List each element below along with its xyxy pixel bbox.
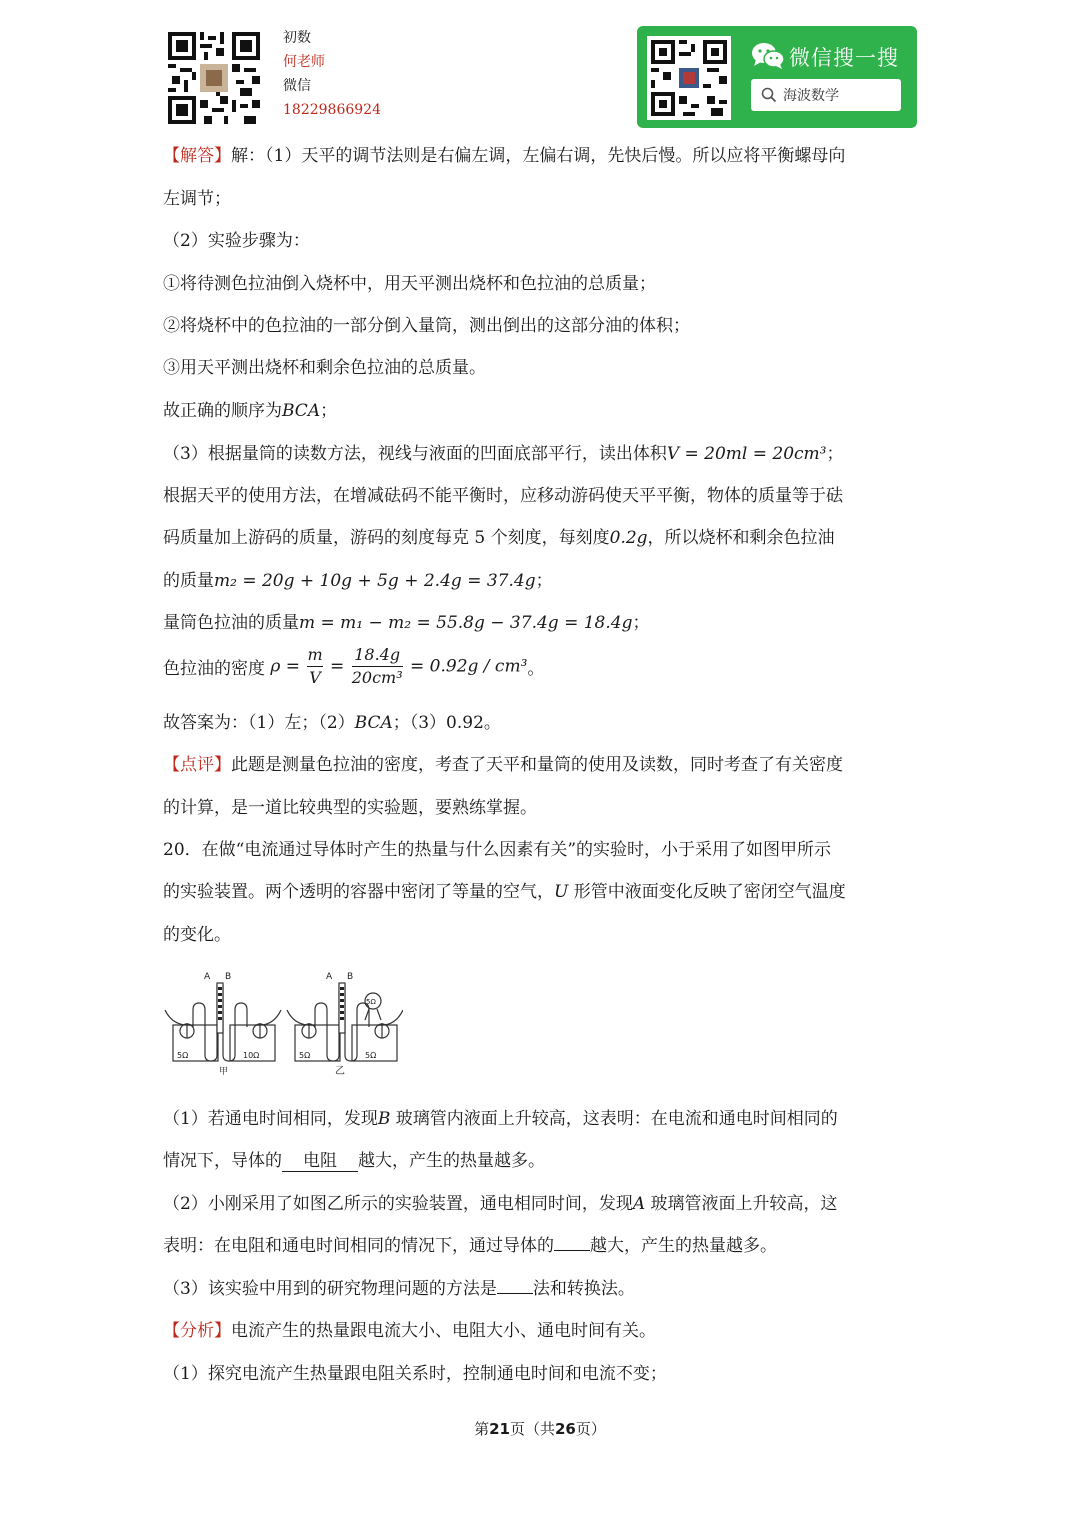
- answer-line-1: 【解答】解：（1）天平的调节法则是右偏左调，左偏右调，先快后慢。所以应将平衡螺母向: [163, 146, 846, 166]
- resistor-5-jia: 5Ω: [177, 1051, 189, 1060]
- sub-question-2-line-1: （2）小刚采用了如图乙所示的实验装置，通电相同时间，发现A 玻璃管液面上升较高，这: [163, 1194, 838, 1214]
- apparatus-jia: [165, 983, 281, 1061]
- volume-line: （3）根据量筒的读数方法，视线与液面的凹面底部平行，读出体积V = 20ml = 20cm³；: [163, 444, 844, 464]
- contact-name: 何老师: [283, 54, 325, 70]
- analysis-line-2: （1）探究电流产生热量跟电阻关系时，控制通电时间和电流不变；: [163, 1364, 667, 1384]
- sub-question-2-line-2: 表明：在电阻和通电时间相同的情况下，通过导体的 越大，产生的热量越多。: [163, 1236, 777, 1256]
- final-answer-line: 故答案为：（1）左；（2）BCA；（3）0.92。: [163, 713, 501, 733]
- mass-line: 的质量m₂ = 20g + 10g + 5g + 2.4g = 37.4g；: [163, 571, 553, 591]
- wechat-search-box[interactable]: [751, 79, 901, 111]
- density-fraction-1: $\frac{m}{V}$: [307, 645, 323, 687]
- page-number: 第21页（共26页）: [474, 1420, 606, 1438]
- comment-line-1: 【点评】此题是测量色拉油的密度，考查了天平和量筒的使用及读数，同时考查了有关密度: [163, 755, 843, 775]
- answer-blank-current: [554, 1250, 590, 1251]
- comment-line-2: 的计算，是一道比较典型的实验题，要熟练掌握。: [163, 798, 537, 818]
- caption-jia: 甲: [219, 1067, 229, 1077]
- sub-question-1-line-1: （1）若通电时间相同，发现B 玻璃管内液面上升较高，这表明：在电流和通电时间相同的: [163, 1109, 838, 1129]
- contact-phone: 18229866924: [283, 102, 381, 118]
- balance-line-1: 根据天平的使用方法，在增减砝码不能平衡时，应移动游码使天平平衡，物体的质量等于砝: [163, 486, 843, 506]
- label-a-yi: A: [326, 972, 333, 982]
- wechat-icon: [751, 42, 785, 70]
- label-a-jia: A: [204, 972, 211, 982]
- order-line: 故正确的顺序为BCA；: [163, 401, 338, 421]
- question-20-line-2: 的实验装置。两个透明的容器中密闭了等量的空气，U 形管中液面变化反映了密闭空气温度: [163, 882, 846, 902]
- density-fraction-2: $\frac{18.4g}{\text{20cm³}}$: [351, 645, 403, 687]
- question-20-line-1: 20．在做“电流通过导体时产生的热量与什么因素有关”的实验时，小于采用了如图甲所示: [163, 840, 832, 860]
- apparatus-yi: [287, 983, 403, 1061]
- analysis-tag: 【分析】: [163, 1321, 231, 1341]
- wechat-search-query: 海波数学: [783, 88, 839, 104]
- oil-mass-line: 量筒色拉油的质量m = m₁ − m₂ = 55.8g − 37.4g = 18.4g；: [163, 613, 650, 633]
- resistor-5-external-yi: 5Ω: [366, 998, 376, 1006]
- resistor-10-jia: 10Ω: [243, 1051, 260, 1060]
- answer-blank-method: [497, 1293, 533, 1294]
- teacher-contact: [283, 26, 381, 122]
- label-b-jia: B: [225, 972, 232, 982]
- analysis-line-1: 【分析】电流产生的热量跟电流大小、电阻大小、通电时间有关。: [163, 1321, 656, 1341]
- sub-question-3: （3）该实验中用到的研究物理问题的方法是 法和转换法。: [163, 1279, 635, 1299]
- label-b-yi: B: [347, 972, 354, 982]
- steps-title: （2）实验步骤为：: [163, 231, 310, 251]
- step-2: ②将烧杯中的色拉油的一部分倒入量筒，测出倒出的这部分油的体积；: [163, 316, 690, 336]
- step-3: ③用天平测出烧杯和剩余色拉油的总质量。: [163, 358, 486, 378]
- answer-blank-resistance: 电阻: [282, 1151, 358, 1172]
- resistor-5-right-yi: 5Ω: [365, 1051, 377, 1060]
- qr-code-wechat: [647, 36, 731, 120]
- experiment-diagram: [163, 965, 403, 1080]
- answer-line-2: 左调节；: [163, 189, 231, 209]
- step-1: ①将待测色拉油倒入烧杯中，用天平测出烧杯和色拉油的总质量；: [163, 274, 656, 294]
- question-20-line-3: 的变化。: [163, 925, 231, 945]
- resistor-5-left-yi: 5Ω: [299, 1051, 311, 1060]
- wechat-search-title: 微信搜一搜: [789, 46, 899, 70]
- balance-line-2: 码质量加上游码的质量，游码的刻度每克 5 个刻度，每刻度0.2g，所以烧杯和剩余色拉油: [163, 528, 835, 548]
- comment-tag: 【点评】: [163, 755, 231, 775]
- wechat-search-card[interactable]: [637, 26, 917, 128]
- qr-code-left: [168, 32, 260, 124]
- answer-tag: 【解答】: [163, 146, 231, 166]
- sub-question-1-line-2: 情况下，导体的 电阻 越大，产生的热量越多。: [163, 1151, 545, 1171]
- caption-yi: 乙: [335, 1066, 345, 1077]
- contact-subject: 初数: [283, 30, 311, 46]
- search-icon: [761, 87, 777, 103]
- contact-wechat-label: 微信: [283, 78, 311, 94]
- density-line: 色拉油的密度 ρ = $\frac{m}{V}$ = $\frac{18.4g}{\text{20cm³}}$ = 0.92g / cm³。: [163, 645, 545, 687]
